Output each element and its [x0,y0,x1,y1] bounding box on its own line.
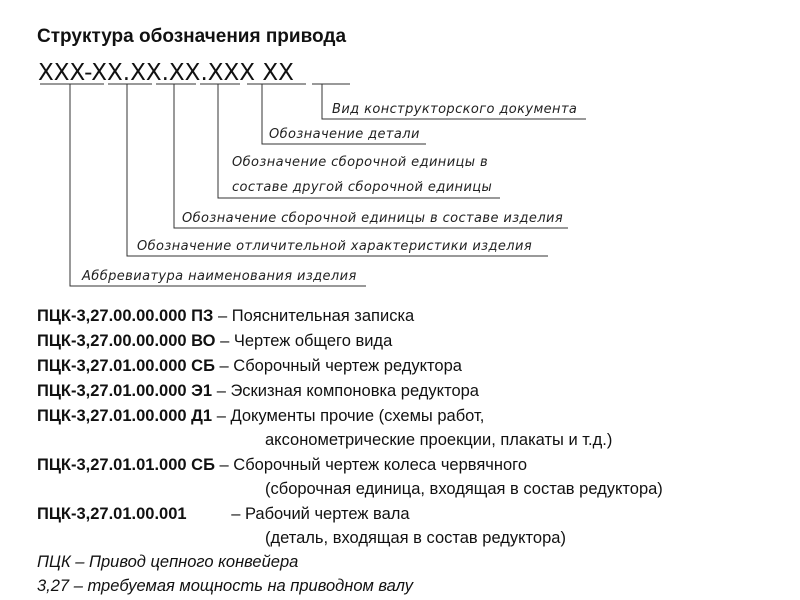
entry-description: – Эскизная компоновка редуктора [216,382,479,400]
entry-code: ПЦК-3,27.01.00.000 Д1 [37,407,213,425]
list-item [37,504,410,524]
entry-code: ПЦК-3,27.00.00.000 ПЗ [37,307,214,325]
label-assembly-in-assembly-line1: Обозначение сборочной единицы в [232,155,489,170]
label-abbreviation: Аббревиатура наименования изделия [82,269,357,284]
label-assembly-in-product: Обозначение сборочной единицы в составе изделия [182,211,564,226]
list-item [37,455,527,475]
entry-code: ПЦК-3,27.01.00.000 Э1 [37,382,213,400]
list-item [37,381,479,401]
page-title: Структура обозначения привода [37,26,347,47]
list-item [37,331,392,351]
entry-code: ПЦК-3,27.01.00.001 [37,505,187,523]
entry-code: ПЦК-3,27.01.01.000 СБ [37,456,215,474]
entry-code: ПЦК-3,27.00.00.000 ВО [37,332,216,350]
footnote: ПЦК – Привод цепного конвейера [37,553,299,571]
designation-code-pattern: XXX-XX.XX.XX.XXX XX [38,60,294,86]
entry-description: – Рабочий чертеж вала [231,505,410,523]
entry-code: ПЦК-3,27.01.00.000 СБ [37,357,215,375]
entry-description-continuation: (сборочная единица, входящая в состав редуктора) [265,480,663,498]
entry-description: – Сборочный чертеж колеса червячного [219,456,527,474]
list-item [37,306,414,326]
label-characteristic: Обозначение отличительной характеристики изделия [137,239,533,254]
entry-description-continuation: аксонометрические проекции, плакаты и т.д.) [265,431,613,449]
entry-description: – Документы прочие (схемы работ, [216,407,485,425]
entry-description: – Сборочный чертеж редуктора [219,357,462,375]
label-part: Обозначение детали [269,127,420,142]
label-assembly-in-assembly-line2: составе другой сборочной единицы [232,180,493,195]
list-item [37,406,484,426]
label-document-type: Вид конструкторского документа [332,102,578,117]
entry-description: – Пояснительная записка [217,307,415,325]
list-item [37,356,462,376]
footnote: 3,27 – требуемая мощность на приводном валу [37,577,414,595]
entry-description: – Чертеж общего вида [220,332,393,350]
entry-description-continuation: (деталь, входящая в состав редуктора) [265,529,566,547]
